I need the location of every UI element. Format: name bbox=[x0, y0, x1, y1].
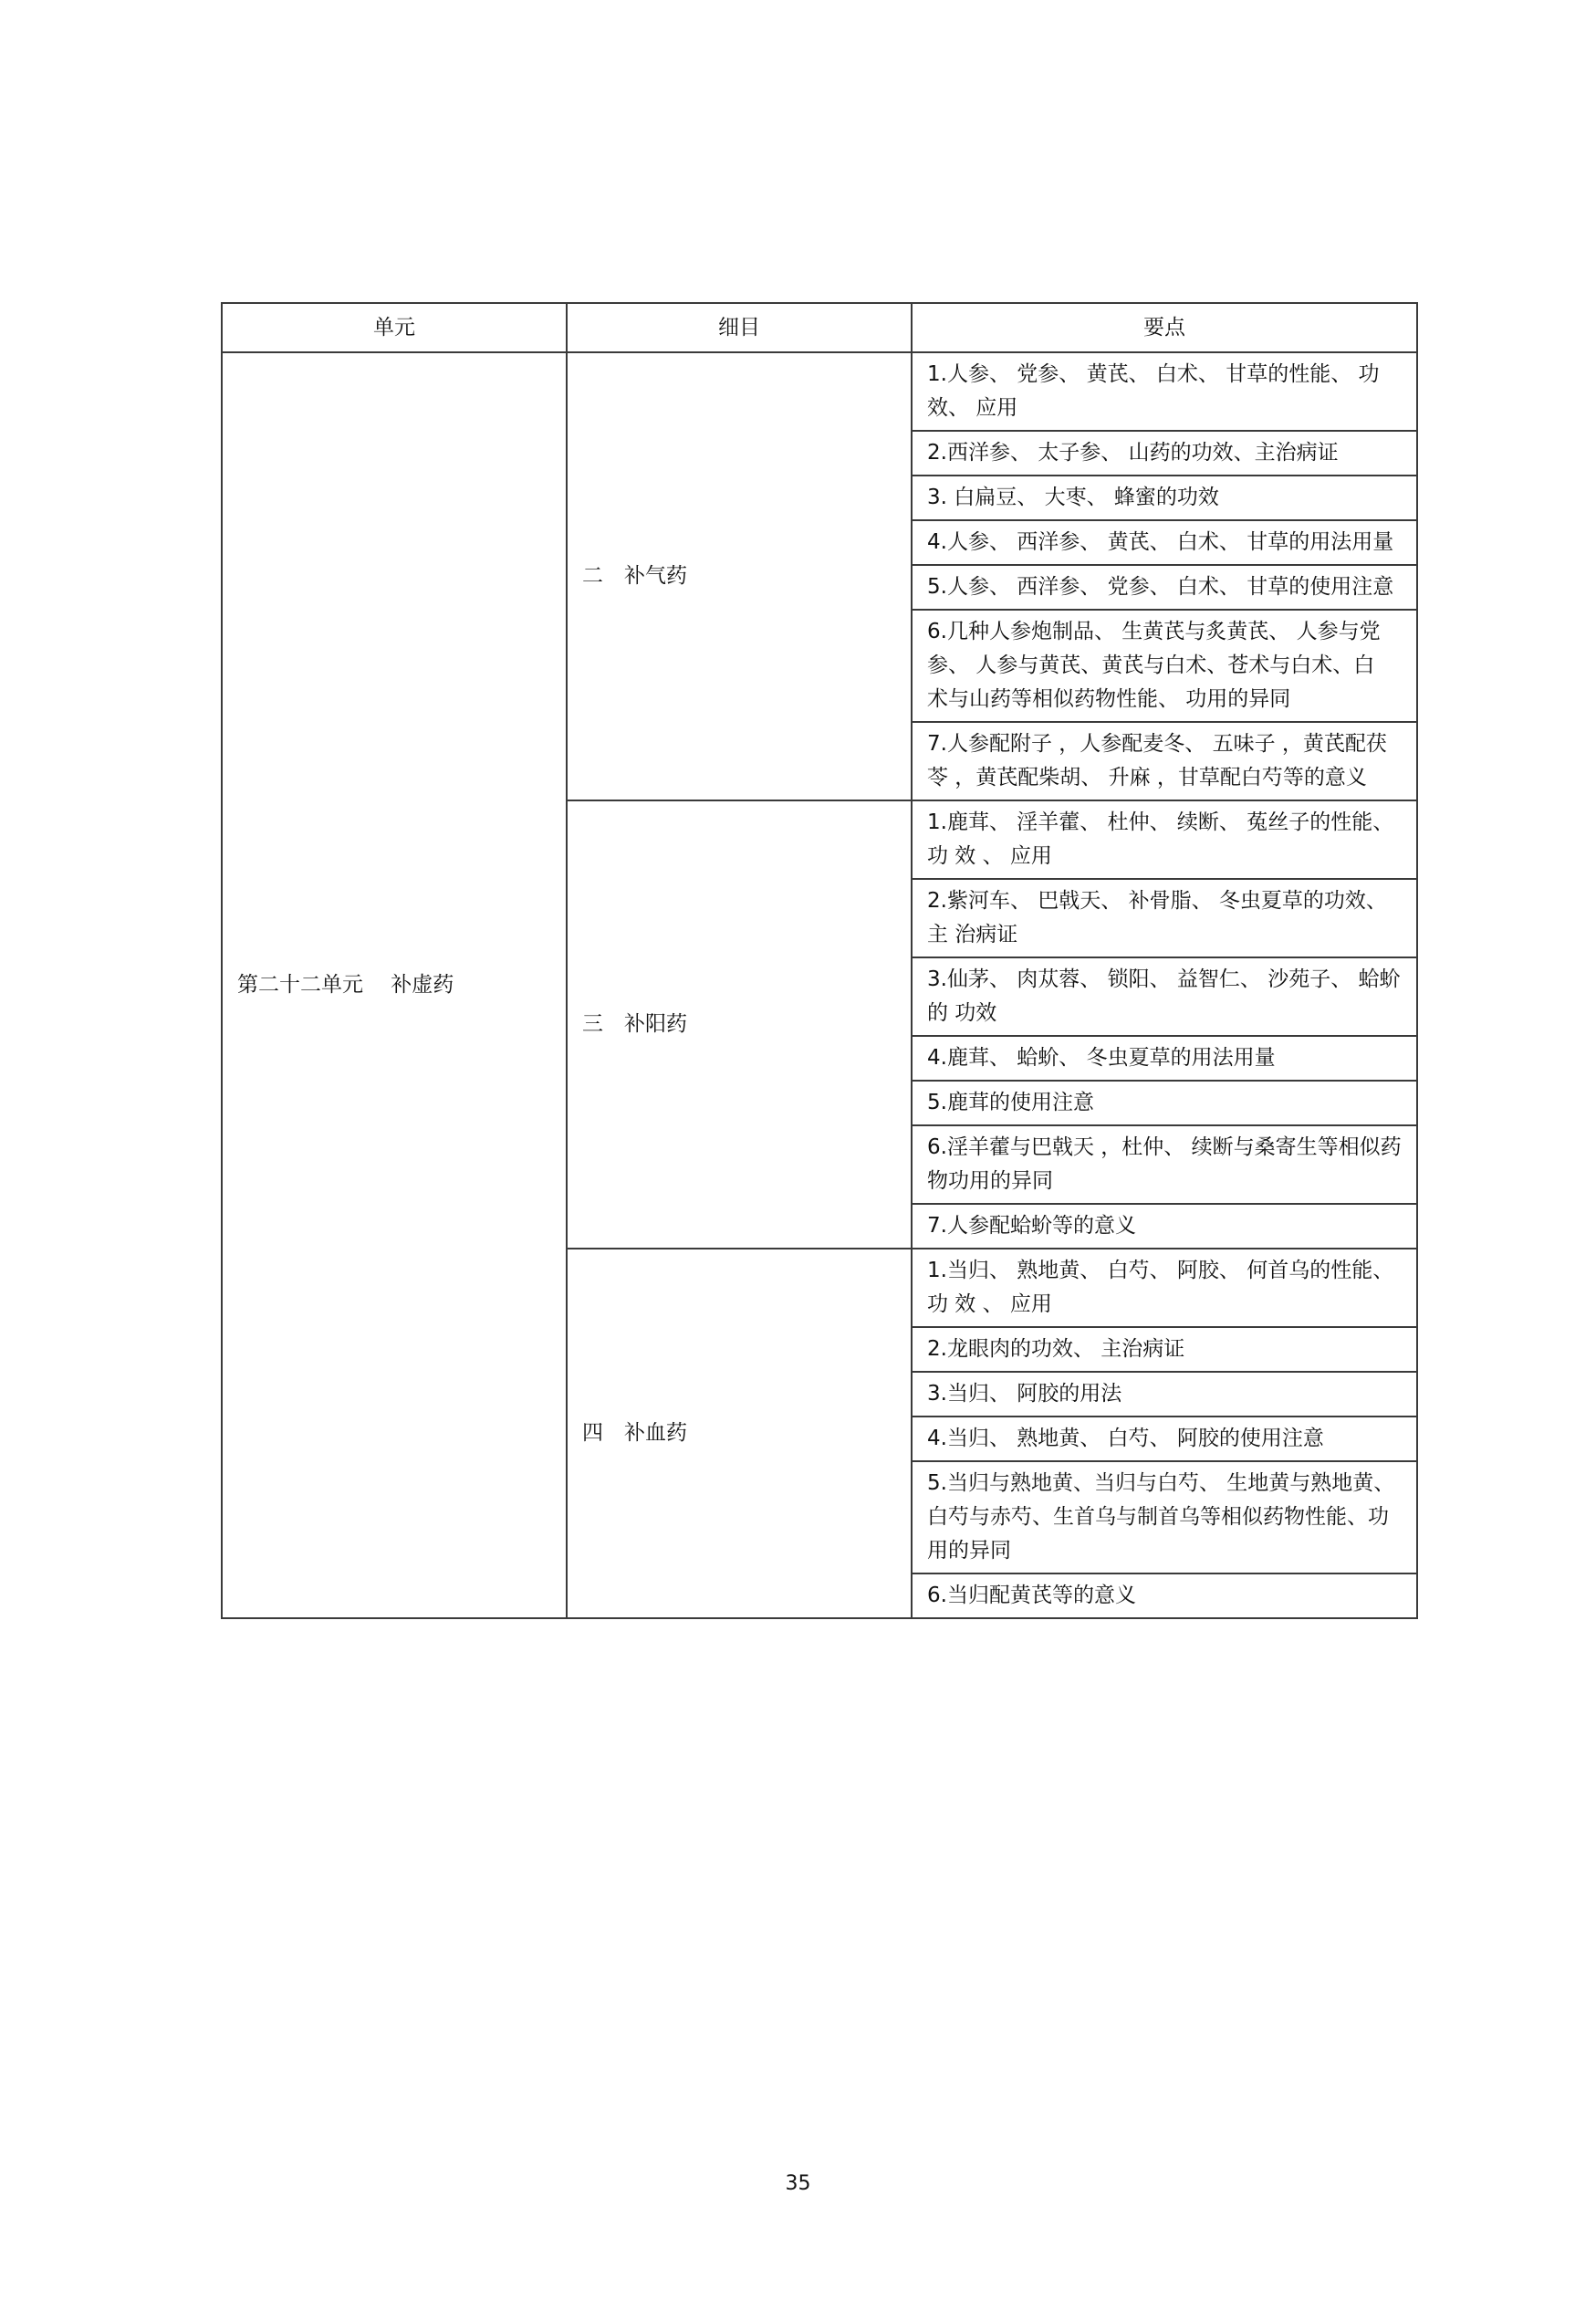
keypoint-cell: 7.人参配附子 ，人参配麦冬、 五味子 ，黄芪配茯 苓 ，黄芪配柴胡、 升麻 ，甘草配白芍等的意义 bbox=[912, 722, 1417, 800]
keypoint-cell: 1.当归、 熟地黄、 白芍、 阿胶、 何首乌的性能、功 效 、 应用 bbox=[912, 1249, 1417, 1327]
syllabus-table bbox=[221, 302, 1418, 1619]
keypoint-cell: 3.当归、 阿胶的用法 bbox=[912, 1372, 1417, 1417]
keypoint-cell: 3. 白扁豆、 大枣、 蜂蜜的功效 bbox=[912, 476, 1417, 520]
keypoint-cell: 5.当归与熟地黄、当归与白芍、 生地黄与熟地黄、白芍与赤芍、生首乌与制首乌等相似药物性能、功用的异同 bbox=[912, 1461, 1417, 1573]
unit-cell: 第二十二单元 补虚药 bbox=[222, 352, 567, 1618]
keypoint-cell: 1.人参、 党参、 黄芪、 白术、 甘草的性能、 功效、 应用 bbox=[912, 352, 1417, 431]
keypoint-cell: 5.鹿茸的使用注意 bbox=[912, 1081, 1417, 1125]
keypoint-cell: 4.当归、 熟地黄、 白芍、 阿胶的使用注意 bbox=[912, 1417, 1417, 1461]
keypoint-cell: 5.人参、 西洋参、 党参、 白术、 甘草的使用注意 bbox=[912, 565, 1417, 610]
header-keypoints: 要点 bbox=[912, 303, 1417, 352]
subitem-cell-qi-tonics: 二 补气药 bbox=[567, 352, 912, 800]
keypoint-cell: 7.人参配蛤蚧等的意义 bbox=[912, 1204, 1417, 1249]
page-number: 35 bbox=[785, 2172, 811, 2195]
subitem-cell-yang-tonics: 三 补阳药 bbox=[567, 800, 912, 1249]
keypoint-cell: 4.人参、 西洋参、 黄芪、 白术、 甘草的用法用量 bbox=[912, 520, 1417, 565]
table-header bbox=[222, 303, 1417, 352]
keypoint-cell: 2.龙眼肉的功效、 主治病证 bbox=[912, 1327, 1417, 1372]
header-unit: 单元 bbox=[222, 303, 567, 352]
keypoint-cell: 6.几种人参炮制品、 生黄芪与炙黄芪、 人参与党 参、 人参与黄芪、黄芪与白术、苍术与白术、白 术与山药等相似药物性能、 功用的异同 bbox=[912, 610, 1417, 722]
keypoint-cell: 2.紫河车、 巴戟天、 补骨脂、 冬虫夏草的功效、 主 治病证 bbox=[912, 879, 1417, 957]
header-subitem: 细目 bbox=[567, 303, 912, 352]
table-body bbox=[222, 352, 1417, 1618]
keypoint-cell: 2.西洋参、 太子参、 山药的功效、主治病证 bbox=[912, 431, 1417, 476]
keypoint-cell: 6.淫羊藿与巴戟天 ，杜仲、 续断与桑寄生等相似药物功用的异同 bbox=[912, 1125, 1417, 1204]
keypoint-cell: 4.鹿茸、 蛤蚧、 冬虫夏草的用法用量 bbox=[912, 1036, 1417, 1081]
keypoint-cell: 3.仙茅、 肉苁蓉、 锁阳、 益智仁、 沙苑子、 蛤蚧的 功效 bbox=[912, 957, 1417, 1036]
table-row bbox=[222, 352, 1417, 431]
header-row bbox=[222, 303, 1417, 352]
keypoint-cell: 1.鹿茸、 淫羊藿、 杜仲、 续断、 菟丝子的性能、功 效 、 应用 bbox=[912, 800, 1417, 879]
keypoint-cell: 6.当归配黄芪等的意义 bbox=[912, 1573, 1417, 1618]
subitem-cell-blood-tonics: 四 补血药 bbox=[567, 1249, 912, 1618]
